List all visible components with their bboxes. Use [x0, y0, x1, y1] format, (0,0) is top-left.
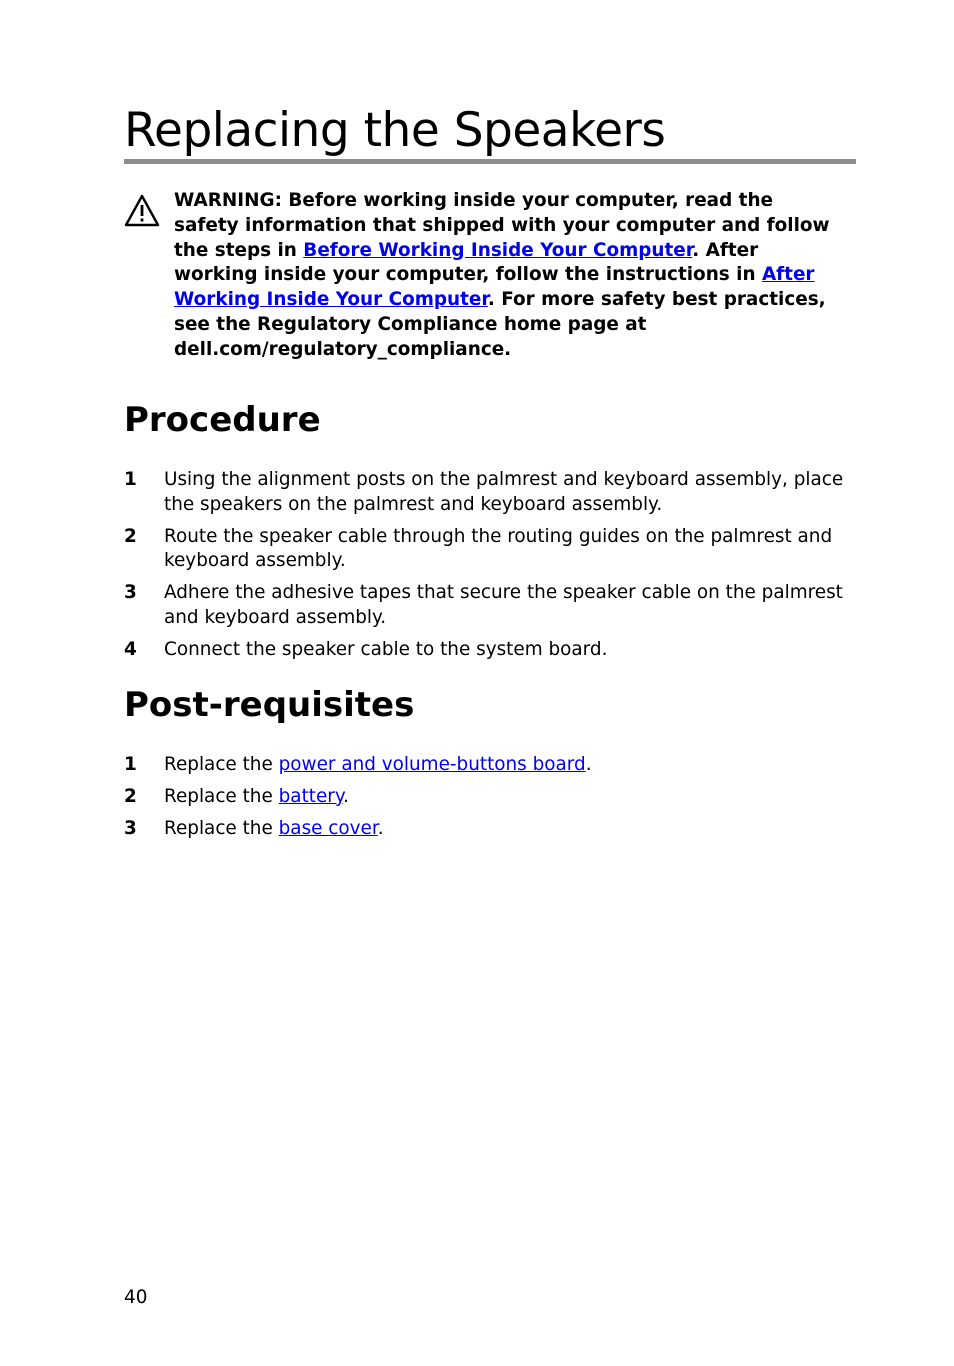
post-requisite-step — [124, 753, 856, 778]
base-cover-link[interactable]: base cover — [278, 817, 378, 839]
post-requisite-step — [124, 785, 856, 810]
battery-link[interactable]: battery — [278, 785, 344, 807]
step-number: 3 — [124, 582, 137, 604]
step-text: Connect the speaker cable to the system board. — [164, 638, 608, 660]
warning-triangle-icon — [124, 194, 160, 227]
page-number: 40 — [124, 1287, 148, 1308]
procedure-step — [124, 638, 856, 663]
warning-text-part-2: . After working inside your computer, follow the instructions in — [174, 239, 762, 286]
title-divider — [124, 159, 856, 164]
step-text — [164, 785, 856, 810]
procedure-step — [124, 525, 856, 575]
step-prefix: Replace the — [164, 817, 279, 839]
warning-text-part-3: . For more safety best practices, see the Regulatory Compliance home page at dell.com/regulatory_compliance. — [174, 289, 826, 360]
step-text: Using the alignment posts on the palmrest and keyboard assembly, place the speakers on the palmrest and keyboard assembly. — [164, 469, 844, 515]
step-number: 2 — [124, 785, 137, 807]
step-prefix: Replace the — [164, 785, 279, 807]
step-suffix: . — [585, 754, 592, 775]
step-number: 4 — [124, 638, 137, 660]
before-working-inside-link[interactable]: Before Working Inside Your Computer — [303, 239, 693, 261]
procedure-step — [124, 581, 856, 631]
post-requisites-steps — [124, 753, 856, 848]
power-volume-buttons-board-link[interactable]: power and volume-buttons board — [278, 754, 586, 775]
procedure-heading: Procedure — [124, 400, 321, 440]
step-number: 2 — [124, 525, 137, 547]
after-working-inside-link[interactable]: After Working Inside Your Computer — [174, 264, 815, 311]
step-number: 1 — [124, 754, 137, 775]
post-requisite-step — [124, 817, 856, 842]
procedure-step — [124, 468, 856, 518]
warning-text — [174, 189, 844, 363]
page-title: Replacing the Speakers — [124, 103, 666, 158]
step-text — [164, 753, 856, 778]
warning-text-part-1: WARNING: Before working inside your computer, read the safety information that shipped with your computer and follow the steps in — [174, 190, 830, 261]
step-text — [164, 817, 856, 842]
step-prefix: Replace the — [164, 754, 279, 775]
step-text: Adhere the adhesive tapes that secure the speaker cable on the palmrest and keyboard assembly. — [164, 582, 843, 628]
step-text: Route the speaker cable through the routing guides on the palmrest and keyboard assembly. — [164, 525, 833, 572]
step-number: 3 — [124, 817, 137, 839]
post-requisites-heading: Post-requisites — [124, 685, 415, 725]
step-suffix: . — [343, 785, 349, 807]
procedure-steps — [124, 468, 856, 670]
step-suffix: . — [377, 817, 384, 839]
step-number: 1 — [124, 469, 137, 490]
